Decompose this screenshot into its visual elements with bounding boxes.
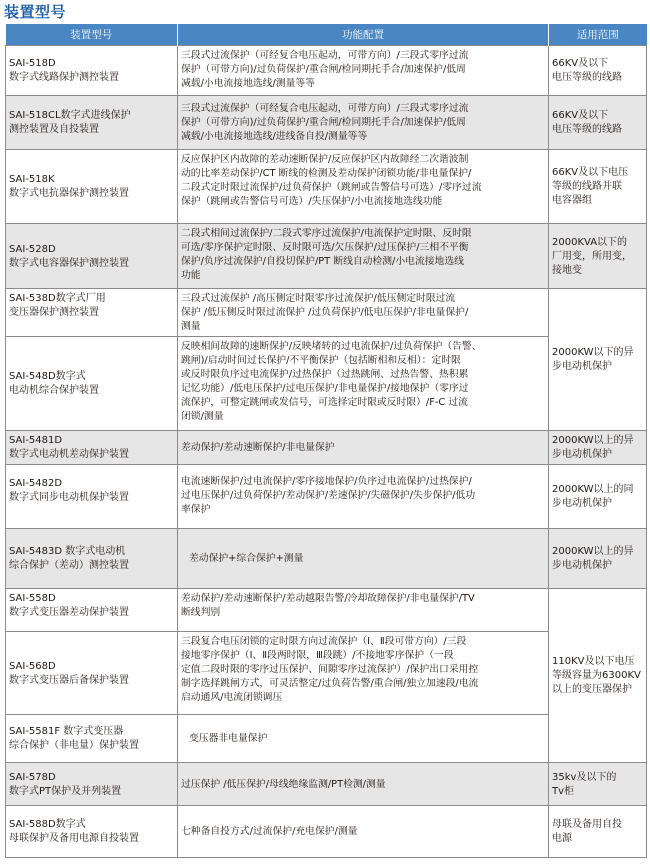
function-cell [178, 46, 549, 96]
model-cell [6, 337, 178, 431]
range-line: 步电动机保护 [552, 361, 612, 372]
model-code: SAI-558D [9, 593, 56, 604]
model-code: SAI-5581F 数字式变压器 [9, 726, 124, 737]
table-row [6, 431, 647, 465]
range-cell [549, 150, 647, 224]
range-line: 2000KW以上的同 [552, 484, 634, 495]
range-line: 66KV及以下 [552, 58, 609, 69]
header-function: 功能配置 [178, 24, 549, 46]
model-cell [6, 150, 178, 224]
model-name: 数字式电抗器保护测控装置 [9, 188, 129, 199]
model-code: SAI-5483D 数字式电动机 [9, 546, 126, 557]
function-line: 变压器非电量保护 [189, 733, 268, 744]
table-row [6, 589, 647, 632]
range-cell [549, 224, 647, 289]
function-line: 反应保护区内故障的差动速断保护/反应保护区内故障经二次谐波制 [181, 154, 469, 165]
function-line: 保护 /低压侧反时限过流保护 /过负荷保护/低电压保护/非电量保护/ [181, 307, 469, 318]
range-line: 电压等级的线路 [552, 72, 622, 83]
model-code: SAI-538D数字式厂用 [9, 293, 106, 304]
range-line: 2000KVA以下的 [552, 236, 628, 248]
range-line: 35kv及以下的 [552, 771, 617, 783]
function-line: 电流速断保护/过电流保护/零序接地保护/负序过电流保护/过热保护/ [181, 476, 472, 487]
model-name: 数字式线路保护测控装置 [9, 72, 119, 83]
range-line: 等级的线路并联 [552, 181, 622, 192]
model-code: SAI-518D [9, 58, 56, 69]
function-cell [178, 715, 549, 763]
range-line: 电容器组 [552, 195, 592, 206]
function-line: 定值二段时限的零序过压保护、间隙零序过流保护）/保护出口采用控 [181, 664, 479, 675]
function-line: 测量 [181, 321, 201, 332]
table-row [6, 46, 647, 96]
function-line: 率保护 [181, 504, 211, 515]
function-cell [178, 431, 549, 465]
function-cell [178, 806, 549, 858]
function-cell [178, 289, 549, 337]
header-range: 适用范围 [549, 24, 647, 46]
model-cell [6, 465, 178, 529]
table-row [6, 806, 647, 858]
model-cell [6, 289, 178, 337]
function-line: 保护/负序过流保护/自投切保护/PT 断线自动检测/小电流接地选线 [181, 256, 464, 267]
model-code: SAI-5482D [9, 478, 63, 489]
range-cell [549, 431, 647, 465]
function-cell [178, 589, 549, 632]
device-model-table [5, 24, 647, 858]
table-row [6, 763, 647, 806]
function-line: 差动保护/差动速断保护/差动越限告警/冷却故障保护/非电量保护/TV [181, 593, 475, 604]
range-line: 步电动机保护 [552, 449, 612, 460]
model-code: SAI-568D [9, 660, 56, 672]
function-line: 闭锁/测量 [181, 411, 224, 422]
function-cell [178, 465, 549, 529]
range-cell [549, 96, 647, 150]
model-code: SAI-5481D [9, 435, 63, 446]
model-name: 数字式电动机差动保护装置 [9, 449, 129, 460]
table-row [6, 529, 647, 589]
model-name: 数字式变压器差动保护装置 [9, 607, 129, 618]
model-cell [6, 715, 178, 763]
model-code: SAI-518K [9, 174, 55, 185]
range-line: 母联及备用自投 [552, 819, 622, 830]
function-line: 减载/小电流接地选线/测量等等 [181, 78, 315, 89]
model-cell [6, 632, 178, 715]
function-cell [178, 529, 549, 589]
model-code: SAI-528D [9, 243, 56, 255]
function-line: 可选/零序保护定时限、反时限可选/欠压保护/过压保护/三相不平衡 [181, 242, 469, 253]
function-cell [178, 150, 549, 224]
range-line: 电压等级的线路 [552, 124, 622, 135]
function-line: 流保护，可整定跳闸或发信号，可选择定时限或反时限）/F-C 过流 [181, 397, 468, 408]
function-line: 保护（跳闸或告警信号可选）/失压保护/小电流接地选线功能 [181, 196, 443, 207]
range-line: 2000KW以上的异 [552, 435, 634, 446]
model-cell [6, 431, 178, 465]
function-cell [178, 224, 549, 289]
function-line: 三段式过流保护（可经复合电压起动，可带方向）/三段式零序过流 [181, 50, 469, 61]
function-line: 启动通风/电流闭锁调压 [181, 692, 283, 703]
page-title: 装置型号 [4, 3, 67, 21]
function-line: 减载/小电流接地选线/进线备自投/测量等等 [181, 131, 368, 142]
table-row [6, 465, 647, 529]
model-name: 变压器保护测控装置 [9, 307, 99, 318]
function-line: 过电压保护/过负荷保护/差动保护/差速保护/失磁保护/失步保护/低功 [181, 490, 476, 501]
function-line: 差动保护+综合保护+测量 [189, 553, 304, 564]
range-line: 接地变 [552, 264, 582, 276]
function-line: 二段式定时限过流保护/过负荷保护（跳闸或告警信号可选）/零序过流 [181, 182, 482, 193]
range-line: 110KV及以下电压 [552, 656, 635, 667]
model-name: 电动机综合保护装置 [9, 385, 99, 396]
model-cell [6, 763, 178, 806]
function-line: 七种备自投方式/过流保护/充电保护/测量 [181, 826, 358, 837]
range-cell [549, 465, 647, 529]
model-code: SAI-578D [9, 771, 56, 783]
function-line: 保护（可带方向)/过负荷保护/重合闸/检同期托手合/加速保护/低周 [181, 64, 466, 75]
function-line: 接地零序保护（Ⅰ、Ⅱ段两时限，Ⅲ段跳）/不接地零序保护（一段 [181, 650, 454, 661]
model-name: 数字式同步电动机保护装置 [9, 492, 129, 503]
model-name: 数字式电容器保护测控装置 [9, 257, 129, 269]
function-cell [178, 96, 549, 150]
model-cell [6, 46, 178, 96]
model-cell [6, 224, 178, 289]
function-cell [178, 763, 549, 806]
range-line: 步电动机保护 [552, 560, 612, 571]
range-cell [549, 763, 647, 806]
function-line: 记忆功能）/低电压保护/过电压保护/非电量保护/接地保护（零序过 [181, 383, 469, 394]
function-line: 三段复合电压闭锁的定时限方向过流保护（Ⅰ、Ⅱ段可带方向）/三段 [181, 636, 467, 647]
model-cell [6, 529, 178, 589]
function-cell [178, 337, 549, 431]
function-line: 动的比率差动保护/CT 断线的检测及差动保护闭锁功能/非电量保护/ [181, 168, 472, 179]
function-line: 反映相间故障的速断保护/反映堵转的过电流保护/过负荷保护（告警、 [181, 341, 482, 352]
range-line: 以上的变压器保护 [552, 684, 632, 695]
function-line: 保护（可带方向)/过负荷保护/重合闸/检同期托手合/加速保护/低周 [181, 117, 466, 128]
function-line: 或反时限负序过电流保护/过热保护（过热跳闸、过热告警、热积累 [181, 369, 469, 380]
range-line: 2000KW以上的异 [552, 546, 634, 557]
table-row [6, 224, 647, 289]
model-name: 数字式变压器后备保护装置 [9, 674, 129, 686]
model-code: SAI-588D数字式 [9, 819, 86, 830]
function-line: 三段式过流保护 /高压侧定时限零序过流保护/低压侧定时限过流 [181, 293, 456, 304]
range-line: 2000KW以下的异 [552, 347, 634, 358]
function-line: 差动保护/差动速断保护/非电量保护 [181, 442, 335, 453]
function-cell [178, 632, 549, 715]
function-line: 二段式相间过流保护/二段式零序过流保护/电流保护定时限、反时限 [181, 228, 472, 239]
table-row [6, 289, 647, 337]
function-line: 三段式过流保护（可经复合电压起动，可带方向）/三段式零序过流 [181, 103, 469, 114]
model-cell [6, 806, 178, 858]
range-line: 步电动机保护 [552, 498, 612, 509]
range-line: 66KV及以下电压 [552, 167, 629, 178]
table-header-row [6, 24, 647, 46]
range-cell [549, 289, 647, 431]
model-name: 综合保护（非电量）保护装置 [9, 740, 139, 751]
model-name: 测控装置及自投装置 [9, 124, 99, 135]
range-line: Tv柜 [552, 785, 575, 797]
range-line: 等级容量为6300KV [552, 670, 641, 681]
model-name: 综合保护（差动）测控装置 [9, 560, 129, 571]
range-cell [549, 806, 647, 858]
table-row [6, 150, 647, 224]
range-cell [549, 529, 647, 589]
table-row [6, 96, 647, 150]
model-cell [6, 96, 178, 150]
function-line: 制字选择跳闸方式，可灵活整定/过负荷告警/重合闸/独立加速段/电流 [181, 678, 479, 689]
range-cell [549, 46, 647, 96]
model-cell [6, 589, 178, 632]
model-code: SAI-548D数字式 [9, 371, 86, 382]
range-line: 厂用变，所用变， [552, 250, 632, 262]
function-line: 过压保护 /低压保护/母线绝缘监测/PT检测/测量 [181, 778, 386, 790]
model-code: SAI-518CL数字式进线保护 [9, 110, 131, 121]
model-name: 母联保护及备用电源自投装置 [9, 833, 139, 844]
function-line: 功能 [181, 270, 201, 281]
function-line: 断线判别 [181, 607, 221, 618]
model-name: 数字式PT保护及并列装置 [9, 785, 122, 797]
range-line: 66KV及以下 [552, 110, 609, 121]
header-model: 装置型号 [6, 24, 178, 46]
range-line: 电源 [552, 833, 572, 844]
range-cell [549, 589, 647, 763]
function-line: 跳闸)/启动时间过长保护/不平衡保护（包括断相和反相）：定时限 [181, 355, 461, 366]
